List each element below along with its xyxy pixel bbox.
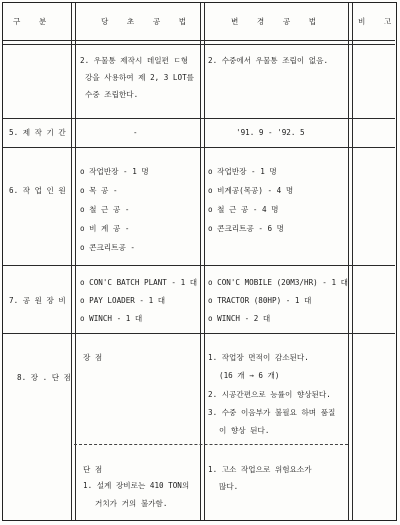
header-category: 구 분 [13, 17, 54, 26]
row-label-pros-cons: 8. 장 . 단 점 [17, 373, 72, 382]
pros-item: 3. 수중 이음부가 불필요 하며 품질 [208, 408, 336, 417]
pros-item: (16 개 → 6 개) [219, 371, 280, 380]
original-equipment-item: o CON'C BATCH PLANT - 1 대 [80, 278, 198, 287]
comparison-table [2, 2, 397, 521]
dashed-divider [74, 444, 348, 445]
row-label-equipment: 7. 공 원 장 비 [9, 296, 66, 305]
changed-worker-item: o 콘크리트공 - 6 명 [208, 224, 285, 233]
original-text-line: 수중 조립한다. [85, 90, 139, 99]
changed-worker-item: o 비계공(목공) - 4 명 [208, 186, 294, 195]
changed-worker-item: o 작업반장 - 1 명 [208, 167, 277, 176]
cons-original-item: 1. 설계 장비로는 410 TON의 [83, 481, 190, 490]
pros-item: 2. 시공간편으로 능률이 향상된다. [208, 390, 331, 399]
column-divider [71, 3, 76, 520]
pros-heading: 장 점 [83, 353, 103, 362]
cons-original-item: 거치가 거의 불가함. [95, 499, 168, 508]
column-divider [200, 3, 205, 520]
row-divider [3, 265, 395, 266]
original-worker-item: o 비 계 공 - [80, 224, 130, 233]
changed-equipment-item: o TRACTOR (80HP) - 1 대 [208, 296, 312, 305]
row-divider [3, 147, 395, 148]
row-label-workers: 6. 작 업 인 원 [9, 186, 66, 195]
original-text-line: 강을 사용하여 제 2, 3 LOT를 [85, 73, 194, 82]
original-worker-item: o 콘크리트공 - [80, 243, 135, 252]
header-remarks: 비 고 [358, 17, 399, 26]
changed-text-line: 2. 수중에서 우물통 조립이 없음. [208, 56, 329, 65]
original-worker-item: o 철 근 공 - [80, 205, 130, 214]
original-period: - [133, 128, 138, 137]
original-worker-item: o 목 공 - [80, 186, 118, 195]
pros-item: 이 향상 된다. [219, 426, 270, 435]
column-divider [348, 3, 353, 520]
row-divider [3, 118, 395, 119]
original-equipment-item: o PAY LOADER - 1 대 [80, 296, 166, 305]
header-changed-method: 변 경 공 법 [231, 17, 324, 26]
row-label-period: 5. 제 작 기 간 [9, 128, 66, 137]
changed-worker-item: o 철 근 공 - 4 명 [208, 205, 279, 214]
cons-heading: 단 점 [83, 465, 103, 474]
header-divider [3, 40, 395, 45]
header-original-method: 당 초 공 법 [101, 17, 194, 26]
changed-equipment-item: o WINCH - 2 대 [208, 314, 271, 323]
cons-changed-item: 1. 고소 작업으로 위험요소가 [208, 465, 312, 474]
cons-changed-item: 많다. [219, 482, 239, 491]
changed-period: '91. 9 - '92. 5 [236, 128, 305, 137]
changed-equipment-item: o CON'C MOBILE (20M3/HR) - 1 대 [208, 278, 348, 287]
original-worker-item: o 작업반장 - 1 명 [80, 167, 149, 176]
original-equipment-item: o WINCH - 1 대 [80, 314, 143, 323]
original-text-line: 2. 우물통 제작시 데일편 ㄷ형 [80, 56, 189, 65]
row-divider [3, 333, 395, 334]
pros-item: 1. 작업장 면적이 감소된다. [208, 353, 309, 362]
